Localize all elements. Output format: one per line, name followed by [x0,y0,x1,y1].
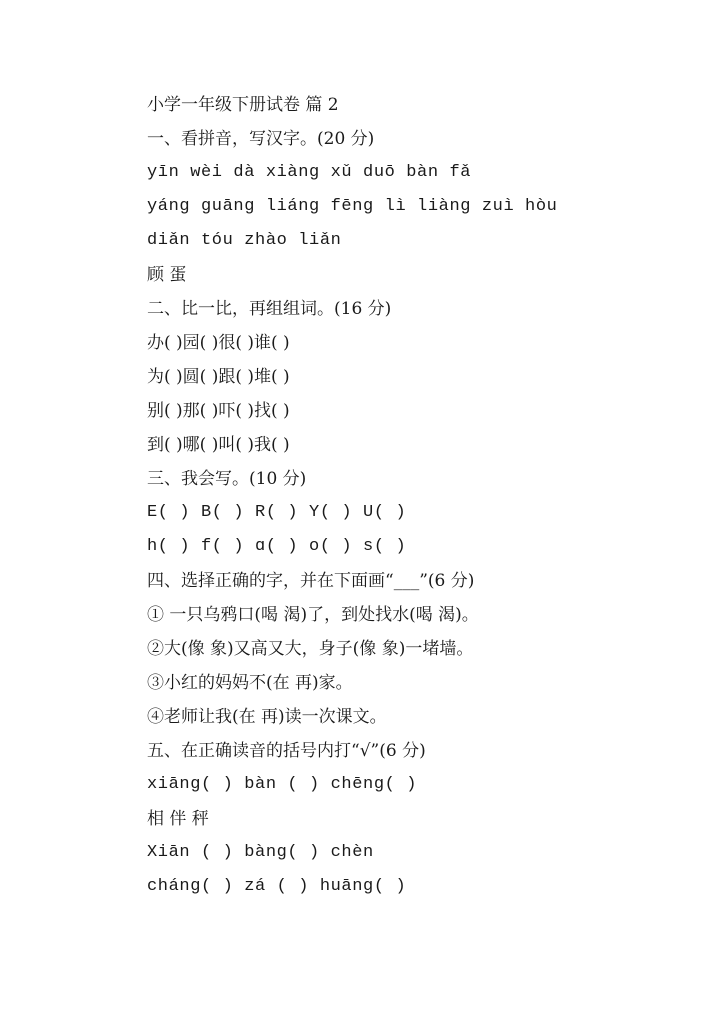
pinyin-line: yáng guāng liáng fēng lì liàng zuì hòu [147,197,558,216]
exercise-line: 到( )哪( )叫( )我( ) [147,435,290,455]
exercise-line: 办( )园( )很( )谁( ) [147,333,290,353]
pinyin-line: yīn wèi dà xiàng xǔ duō bàn fǎ [147,163,472,182]
letter-line: E( ) B( ) R( ) Y( ) U( ) [147,503,407,522]
exercise-line: 别( )那( )吓( )找( ) [147,401,290,421]
section-2 [147,292,707,462]
character-line: 相 伴 秤 [147,809,209,829]
section-1 [147,122,707,292]
section-heading: 一、看拼音，写汉字。(20 分) [147,129,375,149]
exercise-line: 为( )圆( )跟( )堆( ) [147,367,290,387]
exercise-line: ① 一只乌鸦口(喝 渴)了，到处找水(喝 渴)。 [147,605,479,625]
pinyin-line: xiāng( ) bàn ( ) chēng( ) [147,775,418,794]
exercise-line: ②大(像 象)又高又大，身子(像 象)一堵墙。 [147,639,474,659]
section-heading: 四、选择正确的字，并在下面画“___”(6 分) [147,571,475,591]
exercise-line: ③小红的妈妈不(在 再)家。 [147,673,353,693]
page-title: 小学一年级下册试卷 篇 2 [147,95,339,115]
character-line: 顾 蛋 [147,265,187,285]
pinyin-line: Xiān ( ) bàng( ) chèn [147,843,374,862]
section-3 [147,462,707,564]
exercise-line: ④老师让我(在 再)读一次课文。 [147,707,387,727]
section-heading: 二、比一比，再组组词。(16 分) [147,299,392,319]
section-heading: 五、在正确读音的括号内打“√”(6 分) [147,741,426,761]
exam-page [147,88,707,904]
section-heading: 三、我会写。(10 分) [147,469,307,489]
section-4 [147,564,707,734]
pinyin-line: diǎn tóu zhào liǎn [147,231,342,250]
section-5 [147,734,707,904]
letter-line: h( ) f( ) ɑ( ) o( ) s( ) [147,537,407,556]
pinyin-line: cháng( ) zá ( ) huāng( ) [147,877,407,896]
